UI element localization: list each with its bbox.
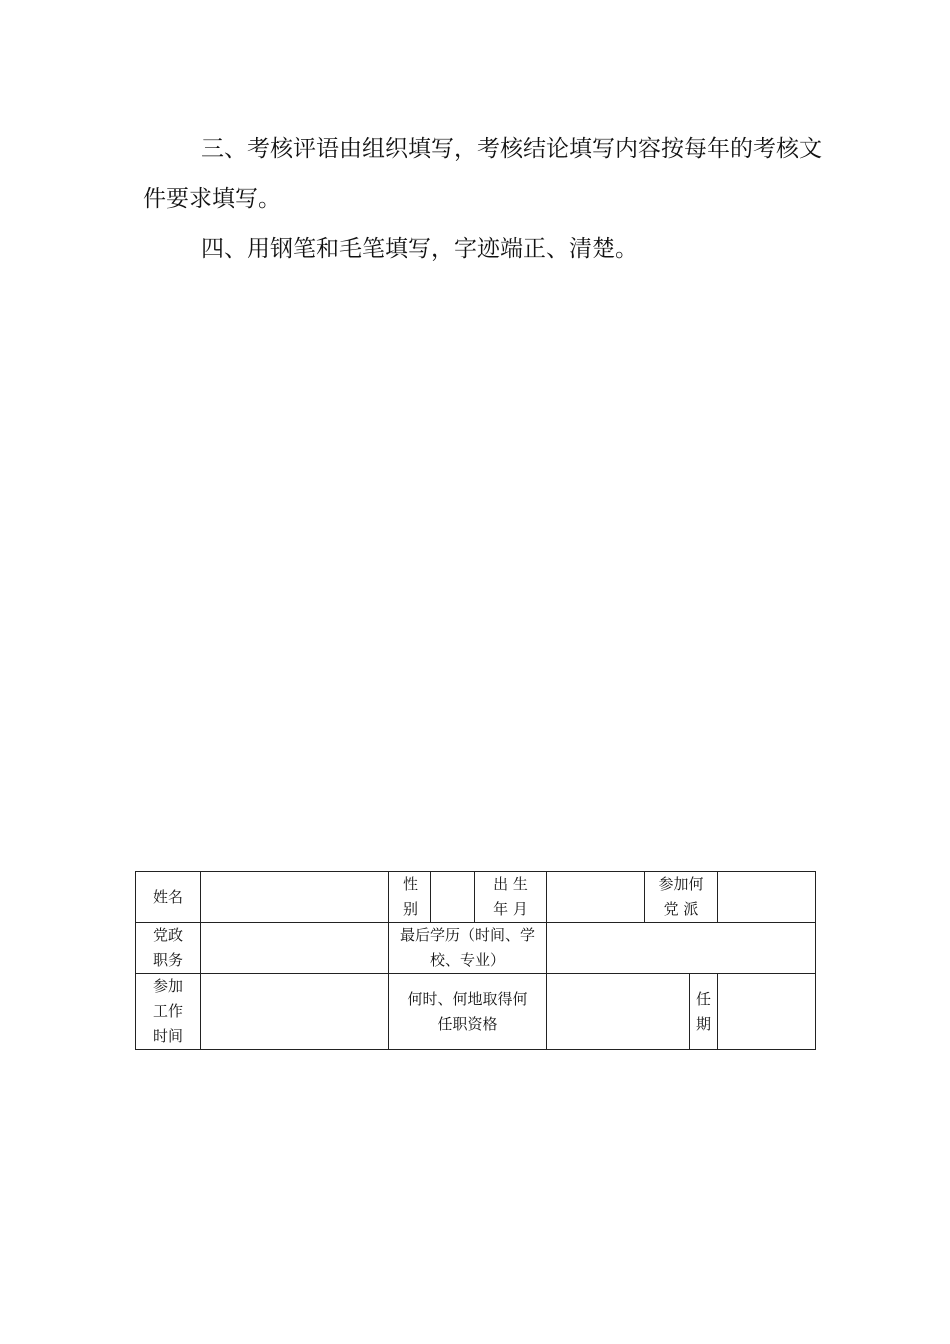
gender-value-cell[interactable] [431,872,475,923]
education-value-cell[interactable] [547,923,816,974]
party-label-line2: 党 派 [663,900,699,918]
position-label-line2: 职务 [152,951,183,969]
education-label-line1: 最后学历（时间、学 [399,926,535,944]
qualification-label-line1: 何时、何地取得何 [407,989,528,1008]
party-value-cell[interactable] [718,872,816,923]
education-label-cell [389,923,547,974]
position-label-line1: 党政 [152,926,183,944]
work-start-label-line3: 时间 [152,1027,183,1045]
qualification-label-cell [389,974,547,1050]
work-start-value-cell[interactable] [201,974,389,1050]
personnel-info-table [135,871,816,1050]
term-value-cell[interactable] [718,974,816,1050]
term-label-cell [690,974,718,1050]
name-label-cell [136,872,201,923]
work-start-label-line2: 工作 [152,1002,183,1020]
instruction-item-4: 四、用钢笔和毛笔填写，字迹端正、清楚。 [201,236,638,262]
position-label-cell [136,923,201,974]
instruction-item-3: 三、考核评语由组织填写，考核结论填写内容按每年的考核文件要求填写。 [143,136,822,212]
birth-label-line2: 年 月 [493,900,528,918]
position-value-cell[interactable] [201,923,389,974]
term-label-line2: 期 [696,1014,712,1033]
table-row [136,923,816,974]
work-start-label-line1: 参加 [152,977,183,995]
qualification-label-line2: 任职资格 [437,1014,498,1033]
party-label-cell [645,872,718,923]
gender-label-line1: 性 [403,875,419,893]
work-start-label-cell [136,974,201,1050]
party-label-line1: 参加何 [658,875,704,893]
table-row [136,872,816,923]
birth-label-cell [475,872,547,923]
qualification-value-cell[interactable] [547,974,690,1050]
term-label-line1: 任 [696,989,712,1008]
birth-label-line1: 出 生 [493,875,528,893]
name-label: 姓名 [152,887,183,906]
table-row [136,974,816,1050]
gender-label-line2: 别 [403,900,419,918]
name-value-cell[interactable] [201,872,389,923]
birth-value-cell[interactable] [547,872,645,923]
gender-label-cell [389,872,431,923]
education-label-line2: 校、专业） [429,951,505,969]
